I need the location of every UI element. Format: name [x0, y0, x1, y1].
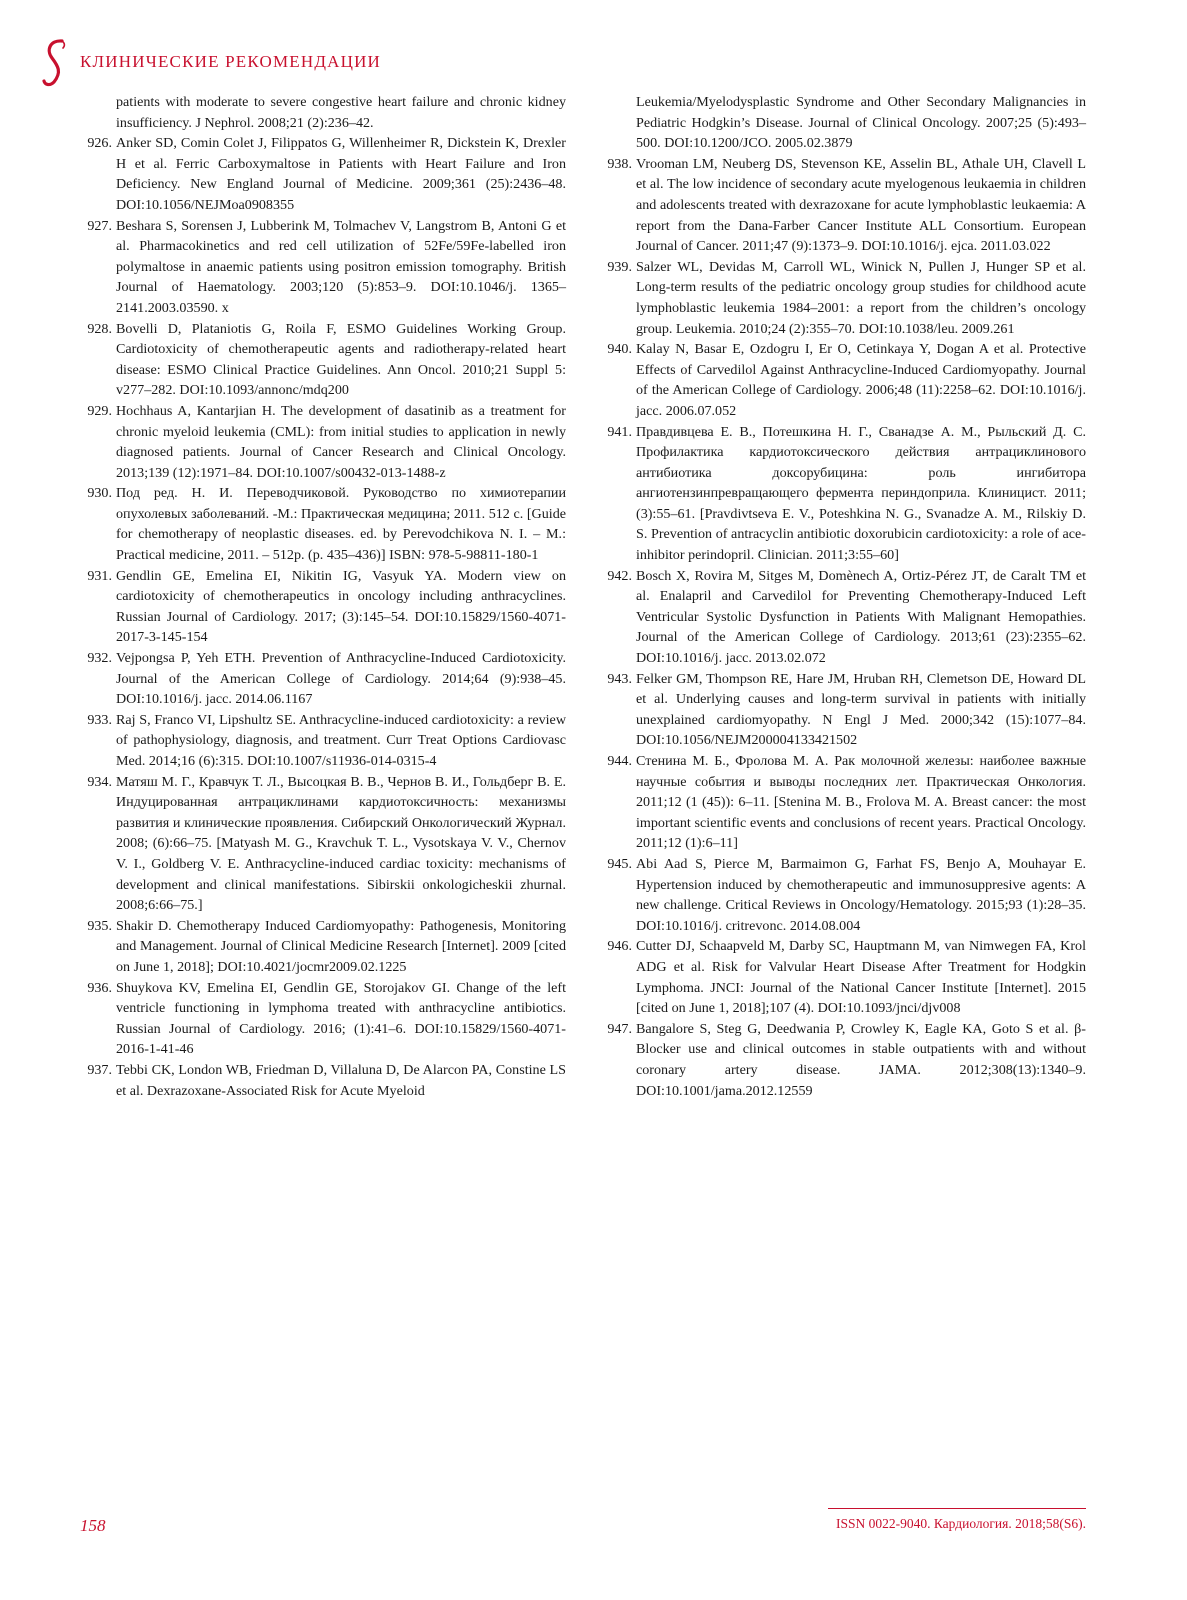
reference-number: 934. — [87, 773, 112, 790]
reference-item — [80, 401, 566, 483]
reference-item — [80, 1060, 566, 1101]
journal-citation: ISSN 0022-9040. Кардиология. 2018;58(S6). — [835, 1516, 1086, 1531]
reference-text: Raj S, Franco VI, Lipshultz SE. Anthracycline-induced cardiotoxicity: a review of pathophysiology, diagnosis, and treatment. Curr Treat Options Cardiovasc Med. 2014;16 (6):315. DOI:10.1007/s11936-014-0315-4 — [116, 711, 566, 769]
reference-text: Tebbi CK, London WB, Friedman D, Villaluna D, De Alarcon PA, Constine LS et al. Dexrazoxane-Associated Risk for Acute Myeloid — [116, 1061, 566, 1099]
reference-number: 929. — [87, 402, 112, 419]
reference-item — [80, 916, 566, 978]
reference-continuation: patients with moderate to severe congestive heart failure and chronic kidney insufficiency. J Nephrol. 2008;21 (2):236–42. — [116, 94, 566, 131]
reference-item — [80, 319, 566, 401]
reference-number: 939. — [607, 258, 632, 275]
reference-text: Bovelli D, Plataniotis G, Roila F, ESMO Guidelines Working Group. Cardiotoxicity of chemotherapeutic agents and radiotherapy-related heart disease: ESMO Clinical Practice Guidelines. Ann Oncol. 2010;21 Suppl 5: v277–282. DOI:10.1093/annonc/mdq200 — [116, 320, 566, 399]
reference-text: Vejpongsa P, Yeh ETH. Prevention of Anthracycline-Induced Cardiotoxicity. Journal of the American College of Cardiology. 2014;64 (9):938–45. DOI:10.1016/j. jacc. 2014.06.1167 — [116, 650, 566, 708]
reference-item — [80, 216, 566, 319]
reference-text: Kalay N, Basar E, Ozdogru I, Er O, Cetinkaya Y, Dogan A et al. Protective Effects of Carvedilol Against Anthracycline-Induced Cardiomyopathy. Journal of the American College of Cardiology. 2006;48 (11):2258–62. DOI:10.1016/j. jacc. 2006.07.052 — [636, 341, 1086, 419]
reference-number: 947. — [607, 1020, 632, 1037]
reference-text: Shakir D. Chemotherapy Induced Cardiomyopathy: Pathogenesis, Monitoring and Management. Journal of Clinical Medicine Research [Internet]. 2009 [cited on June 1, 2018]; DOI:10.4021/jocmr2009.02.1225 — [116, 917, 566, 975]
reference-text: Матяш М. Г., Кравчук Т. Л., Высоцкая В. В., Чернов В. И., Гольдберг В. Е. Индуцированная антрациклинами кардиотоксичность: механизмы развития и клинические проявления. Сибирский Онкологический Журнал. 2008; (6):66–75. [Matyash M. G., Kravchuk T. L., Vysotskaya V. V., Chernov V. I., Goldberg V. E. Anthracycline-induced cardiac toxicity: mechanisms of development and clinical manifestations. Sibirskii onkologicheskii zhurnal. 2008;6:66–75.] — [116, 773, 566, 914]
reference-number: 940. — [607, 341, 632, 358]
reference-number: 937. — [87, 1061, 112, 1078]
reference-item — [80, 133, 566, 215]
reference-item — [600, 854, 1086, 936]
reference-item — [600, 751, 1086, 854]
reference-text: Abi Aad S, Pierce M, Barmaimon G, Farhat FS, Benjo A, Mouhayar E. Hypertension induced by chemotherapeutic and immunosuppresive agents: A new challenge. Critical Reviews in Oncology/Hematology. 2015;93 (1):28–35. DOI:10.1016/j. critrevonc. 2014.08.004 — [636, 855, 1086, 934]
reference-number: 933. — [87, 711, 112, 728]
reference-item — [600, 936, 1086, 1018]
reference-text: Правдивцева Е. В., Потешкина Н. Г., Сванадзе А. М., Рыльский Д. С. Профилактика кардиотоксического действия антрациклинового антибиотика доксорубицина: роль ингибитора ангиотензинпревращающего фермента периндоприла. Клиницист. 2011; (3):55–61. [Pravdivtseva E. V., Poteshkina N. G., Svanadze A. M., Rilskiy D. S. Prevention of antracyclin antibiotic doxorubicin cardiotoxicity: a role of ace-inhibitor perindopril. Clinician. 2011;3:55–60] — [636, 423, 1086, 564]
reference-text: Стенина М. Б., Фролова М. А. Рак молочной железы: наиболее важные научные события и выводы последних лет. Практическая Онкология. 2011;12 (1 (45)): 6–11. [Stenina M. B., Frolova M. A. Breast cancer: the most important scientific events and conclusions of recent years. Practical Oncology. 2011;12 (1):6–11] — [636, 753, 1086, 852]
reference-number: 928. — [87, 320, 112, 337]
left-column — [80, 92, 566, 1101]
reference-item — [80, 566, 566, 648]
reference-item — [600, 566, 1086, 669]
reference-text: Bangalore S, Steg G, Deedwania P, Crowley K, Eagle KA, Goto S et al. β-Blocker use and clinical outcomes in stable outpatients with and without coronary artery disease. JAMA. 2012;308(13):1340–9. DOI:10.1001/jama.2012.12559 — [636, 1020, 1086, 1099]
reference-item — [600, 339, 1086, 421]
reference-number: 946. — [607, 938, 632, 955]
reference-item — [80, 978, 566, 1060]
reference-number: 932. — [87, 650, 112, 667]
reference-number: 926. — [87, 135, 112, 152]
reference-number: 930. — [87, 485, 112, 502]
reference-item — [80, 483, 566, 565]
reference-text: Salzer WL, Devidas M, Carroll WL, Winick N, Pullen J, Hunger SP et al. Long-term results of the pediatric oncology group studies for childhood acute lymphoblastic leukemia 1984–2001: a report from the children’s oncology group. Leukemia. 2010;24 (2):355–70. DOI:10.1038/leu. 2009.261 — [636, 258, 1086, 337]
reference-number: 944. — [607, 753, 632, 769]
reference-number: 936. — [87, 979, 112, 996]
reference-item — [80, 710, 566, 772]
reference-text: Gendlin GE, Emelina EI, Nikitin IG, Vasyuk YA. Modern view on cardiotoxicity of chemotherapeutics in oncology including anthracyclines. Russian Journal of Cardiology. 2017; (3):145–54. DOI:10.15829/1560-4071-2017-3-145-154 — [116, 567, 566, 646]
reference-continuation: Leukemia/Myelodysplastic Syndrome and Other Secondary Malignancies in Pediatric Hodgkin’s Disease. Journal of Clinical Oncology. 2007;25 (5):493–500. DOI:10.1200/JCO. 2005.02.3879 — [636, 94, 1086, 152]
reference-text: Beshara S, Sorensen J, Lubberink M, Tolmachev V, Langstrom B, Antoni G et al. Pharmacokinetics and red cell utilization of 52Fe/59Fe-labelled iron polymaltose in anaemic patients using positron emission tomography. British Journal of Haematology. 2003;120 (5):853–9. DOI:10.1046/j. 1365–2141.2003.03590. x — [116, 217, 566, 316]
reference-item — [600, 669, 1086, 751]
reference-text: Под ред. Н. И. Переводчиковой. Руководство по химиотерапии опухолевых заболеваний. -М.: Практическая медицина; 2011. 512 с. [Guide for chemotherapy of neoplastic diseases. ed. by Perevodchikova N. I. – M.: Practical medicine, 2011. – 512p. (p. 435–436)] ISBN: 978-5-98811-180-1 — [116, 485, 566, 564]
reference-text: Cutter DJ, Schaapveld M, Darby SC, Hauptmann M, van Nimwegen FA, Krol ADG et al. Risk for Valvular Heart Disease After Treatment for Hodgkin Lymphoma. JNCI: Journal of the National Cancer Institute [Internet]. 2015 [cited on June 1, 2018];107 (4). DOI:10.1093/jnci/djv008 — [636, 938, 1086, 1017]
reference-number: 927. — [87, 217, 112, 234]
red-calligraphic-s-icon — [40, 38, 70, 88]
reference-number: 941. — [607, 423, 632, 440]
reference-item — [600, 1019, 1086, 1101]
right-column — [600, 92, 1086, 1101]
reference-text: Bosch X, Rovira M, Sitges M, Domènech A, Ortiz-Pérez JT, de Caralt TM et al. Enalapril and Carvedilol for Preventing Chemotherapy-Induced Left Ventricular Systolic Dysfunction in Patients With Malignant Hemopathies. Journal of the American College of Cardiology. 2013;61 (23):2355–62. DOI:10.1016/j. jacc. 2013.02.072 — [636, 567, 1086, 667]
reference-text: Anker SD, Comin Colet J, Filippatos G, Willenheimer R, Dickstein K, Drexler H et al. Ferric Carboxymaltose in Patients with Heart Failure and Iron Deficiency. New England Journal of Medicine. 2009;361 (25):2436–48. DOI:10.1056/NEJMoa0908355 — [116, 135, 566, 213]
reference-item — [80, 772, 566, 916]
reference-text: Hochhaus A, Kantarjian H. The development of dasatinib as a treatment for chronic myeloid leukemia (CML): from initial studies to application in newly diagnosed patients. Journal of Cancer Research and Clinical Oncology. 2013;139 (12):1971–84. DOI:10.1007/s00432-013-1488-z — [116, 402, 566, 481]
page-number: 158 — [80, 1516, 106, 1535]
footer-divider — [828, 1508, 1086, 1509]
reference-item — [600, 257, 1086, 339]
reference-text: Vrooman LM, Neuberg DS, Stevenson KE, Asselin BL, Athale UH, Clavell L et al. The low incidence of secondary acute myelogenous leukaemia in children and adolescents treated with dexrazoxane for acute lymphoblastic leukaemia: A report from the Dana-Farber Cancer Institute ALL Consortium. European Journal of Cancer. 2011;47 (9):1373–9. DOI:10.1016/j. ejca. 2011.03.022 — [636, 155, 1086, 255]
reference-number: 945. — [607, 855, 632, 872]
reference-text: Shuykova KV, Emelina EI, Gendlin GE, Storojakov GI. Change of the left ventricle functioning in lymphoma treated with anthracycline antibiotics. Russian Journal of Cardiology. 2016; (1):41–6. DOI:10.15829/1560-4071-2016-1-41-46 — [116, 979, 566, 1058]
section-title: КЛИНИЧЕСКИЕ РЕКОМЕНДАЦИИ — [80, 52, 382, 71]
reference-item — [600, 422, 1086, 566]
reference-number: 938. — [607, 155, 632, 172]
reference-number: 942. — [607, 567, 632, 584]
reference-number: 935. — [87, 917, 112, 934]
reference-text: Felker GM, Thompson RE, Hare JM, Hruban RH, Clemetson DE, Howard DL et al. Underlying causes and long-term survival in patients with initially unexplained cardiomyopathy. N Engl J Med. 2000;342 (15):1077–84. DOI:10.1056/NEJM200004133421502 — [636, 670, 1086, 749]
reference-item — [80, 648, 566, 710]
reference-number: 931. — [87, 567, 112, 584]
reference-item — [600, 154, 1086, 257]
reference-number: 943. — [607, 670, 632, 687]
